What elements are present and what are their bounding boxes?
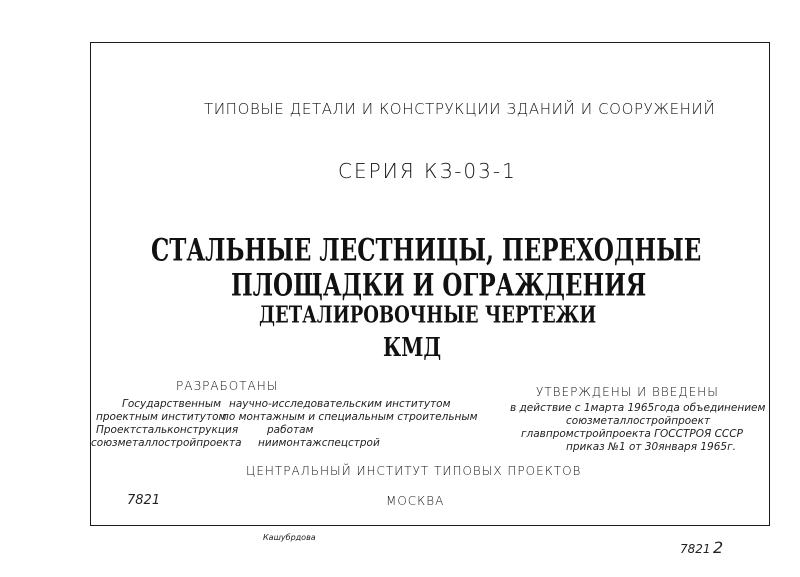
sheet-number: 7821	[680, 542, 711, 556]
developer-left-2: проектным институтом	[96, 411, 227, 423]
developed-heading: РАЗРАБОТАНЫ	[176, 379, 279, 393]
approved-line-1: в действие с 1марта 1965года объединением	[510, 402, 766, 414]
title-line-1: СТАЛЬНЫЕ ЛЕСТНИЦЫ, ПЕРЕХОДНЫЕ	[151, 232, 702, 269]
city: МОСКВА	[386, 494, 445, 508]
page-number: 2	[713, 538, 724, 557]
developer-right-3: работам	[267, 424, 314, 436]
left-number: 7821	[127, 493, 161, 508]
developer-right-2: по монтажным и специальным строительным	[222, 411, 478, 423]
developer-right-1: научно-исследовательским институтом	[229, 398, 451, 410]
title-line-3: ДЕТАЛИРОВОЧНЫЕ ЧЕРТЕЖИ	[259, 301, 597, 330]
series-code: СЕРИЯ КЗ-03-1	[338, 159, 517, 183]
title-line-4: КМД	[383, 331, 442, 363]
approved-line-4: приказ №1 от 30января 1965г.	[566, 441, 736, 453]
title-line-2: ПЛОЩАДКИ И ОГРАЖДЕНИЯ	[231, 267, 647, 304]
approved-heading: УТВЕРЖДЕНЫ И ВВЕДЕНЫ	[536, 385, 719, 399]
institute-name: ЦЕНТРАЛЬНЫЙ ИНСТИТУТ ТИПОВЫХ ПРОЕКТОВ	[246, 464, 582, 478]
signature: Кашубрдова	[263, 533, 316, 542]
developer-left-3: Проектстальконструкция	[96, 424, 239, 436]
approved-line-3: главпромстройпроекта ГОССТРОЯ СССР	[521, 428, 743, 440]
developer-left-4: союзметаллостройпроекта	[91, 437, 242, 449]
developer-left-1: Государственным	[122, 398, 222, 410]
developer-right-4: ниимонтажспецстрой	[258, 437, 380, 449]
series-title: ТИПОВЫЕ ДЕТАЛИ И КОНСТРУКЦИИ ЗДАНИЙ И СООРУЖЕНИЙ	[204, 100, 716, 118]
approved-line-2: союзметаллостройпроект	[566, 415, 711, 427]
